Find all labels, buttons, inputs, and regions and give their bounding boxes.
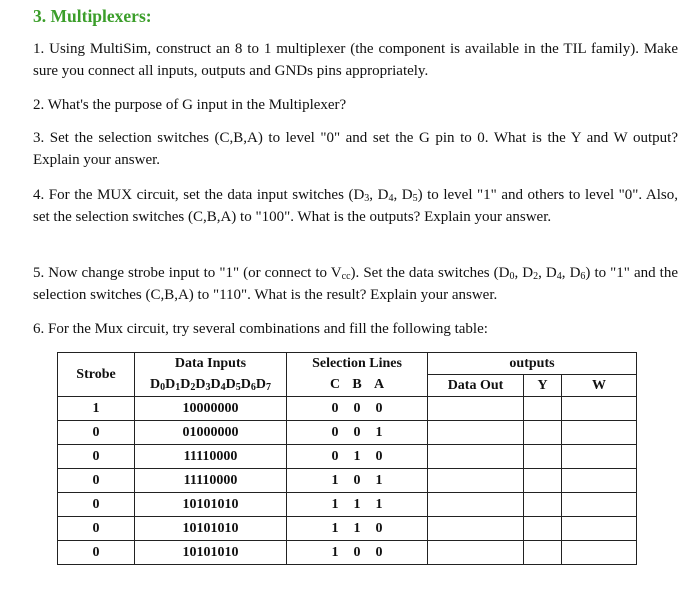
header-selection-cba [287, 375, 428, 397]
cell-data-inputs: 10101010 [135, 517, 287, 541]
cell-w[interactable] [562, 421, 637, 445]
cell-data-inputs: 11110000 [135, 469, 287, 493]
cell-data-out[interactable] [428, 493, 524, 517]
cell-data-out[interactable] [428, 469, 524, 493]
cell-selection [287, 397, 428, 421]
cell-w[interactable] [562, 445, 637, 469]
cell-y[interactable] [524, 517, 562, 541]
section-title: 3. Multiplexers: [33, 6, 152, 26]
cell-w[interactable] [562, 397, 637, 421]
header-y: Y [524, 375, 562, 397]
cell-sel-b: 1 [353, 520, 361, 536]
cell-strobe: 0 [58, 469, 135, 493]
cell-sel-b: 0 [353, 544, 361, 560]
cell-data-out[interactable] [428, 397, 524, 421]
cell-sel-c: 1 [331, 472, 339, 488]
cell-y[interactable] [524, 397, 562, 421]
cell-data-inputs: 10101010 [135, 541, 287, 565]
header-outputs: outputs [428, 353, 637, 375]
header-selection-lines: Selection Lines [287, 353, 428, 375]
cell-sel-c: 0 [331, 400, 339, 416]
table-row [58, 421, 637, 445]
cell-sel-c: 0 [331, 424, 339, 440]
cell-selection [287, 421, 428, 445]
cell-selection [287, 493, 428, 517]
cell-strobe: 0 [58, 541, 135, 565]
cell-data-out[interactable] [428, 541, 524, 565]
header-sel-a: A [373, 377, 385, 393]
cell-sel-a: 1 [375, 472, 383, 488]
cell-w[interactable] [562, 517, 637, 541]
question-6: 6. For the Mux circuit, try several combinations and fill the following table: [33, 321, 488, 337]
cell-sel-a: 0 [375, 520, 383, 536]
cell-selection [287, 541, 428, 565]
cell-sel-a: 0 [375, 544, 383, 560]
cell-sel-c: 1 [331, 544, 339, 560]
table-row [58, 541, 637, 565]
cell-sel-a: 1 [375, 496, 383, 512]
cell-w[interactable] [562, 469, 637, 493]
cell-strobe: 0 [58, 517, 135, 541]
cell-y[interactable] [524, 541, 562, 565]
header-data-inputs: Data Inputs [135, 353, 287, 375]
cell-sel-c: 1 [331, 520, 339, 536]
question-5: 5. Now change strobe input to "1" (or connect to $V_{cc}$). Set the data switches ($D_0$, $D_2$, $D_4$, $D_6$) to "1" and the selection switches (C,B,A) to "110". What is the result? Explain your answer. [33, 265, 678, 303]
cell-data-inputs: 01000000 [135, 421, 287, 445]
table-row [58, 397, 637, 421]
cell-selection [287, 469, 428, 493]
cell-sel-b: 0 [353, 400, 361, 416]
cell-w[interactable] [562, 493, 637, 517]
cell-strobe: 0 [58, 493, 135, 517]
cell-sel-c: 0 [331, 448, 339, 464]
question-2: 2. What's the purpose of G input in the Multiplexer? [33, 97, 347, 113]
header-sel-c: C [329, 377, 341, 393]
cell-y[interactable] [524, 421, 562, 445]
cell-data-out[interactable] [428, 517, 524, 541]
cell-sel-b: 0 [353, 472, 361, 488]
cell-strobe: 1 [58, 397, 135, 421]
cell-data-inputs: 11110000 [135, 445, 287, 469]
table-row [58, 517, 637, 541]
header-strobe: Strobe [58, 353, 135, 397]
cell-strobe: 0 [58, 445, 135, 469]
mux-table-body [58, 397, 637, 565]
header-data-inputs-bits: $D_0D_1D_2D_3D_4D_5D_6D_7$ [135, 375, 287, 397]
header-w: W [562, 375, 637, 397]
cell-data-out[interactable] [428, 421, 524, 445]
cell-y[interactable] [524, 469, 562, 493]
header-data-out: Data Out [428, 375, 524, 397]
cell-sel-a: 1 [375, 424, 383, 440]
cell-sel-a: 0 [375, 400, 383, 416]
cell-selection [287, 445, 428, 469]
cell-sel-b: 1 [353, 448, 361, 464]
cell-w[interactable] [562, 541, 637, 565]
question-4: 4. For the MUX circuit, set the data input switches ($D_3$, $D_4$, $D_5$) to level "1" and others to level "0". Also, set the selection switches (C,B,A) to "100". What is the outputs? Explain your answer. [33, 187, 678, 225]
question-1: 1. Using MultiSim, construct an 8 to 1 multiplexer (the component is available in the TIL family). Make sure you connect all inputs, outputs and GNDs pins appropriately. [33, 41, 678, 79]
table-row [58, 493, 637, 517]
cell-selection [287, 517, 428, 541]
header-sel-b: B [352, 377, 362, 393]
table-row [58, 445, 637, 469]
cell-sel-b: 0 [353, 424, 361, 440]
cell-data-inputs: 10101010 [135, 493, 287, 517]
cell-sel-b: 1 [353, 496, 361, 512]
cell-y[interactable] [524, 445, 562, 469]
cell-strobe: 0 [58, 421, 135, 445]
cell-data-inputs: 10000000 [135, 397, 287, 421]
cell-sel-c: 1 [331, 496, 339, 512]
cell-sel-a: 0 [375, 448, 383, 464]
cell-y[interactable] [524, 493, 562, 517]
table-row [58, 469, 637, 493]
cell-data-out[interactable] [428, 445, 524, 469]
question-3: 3. Set the selection switches (C,B,A) to level "0" and set the G pin to 0. What is the Y and W output? Explain your answer. [33, 130, 678, 168]
mux-table [57, 352, 637, 565]
